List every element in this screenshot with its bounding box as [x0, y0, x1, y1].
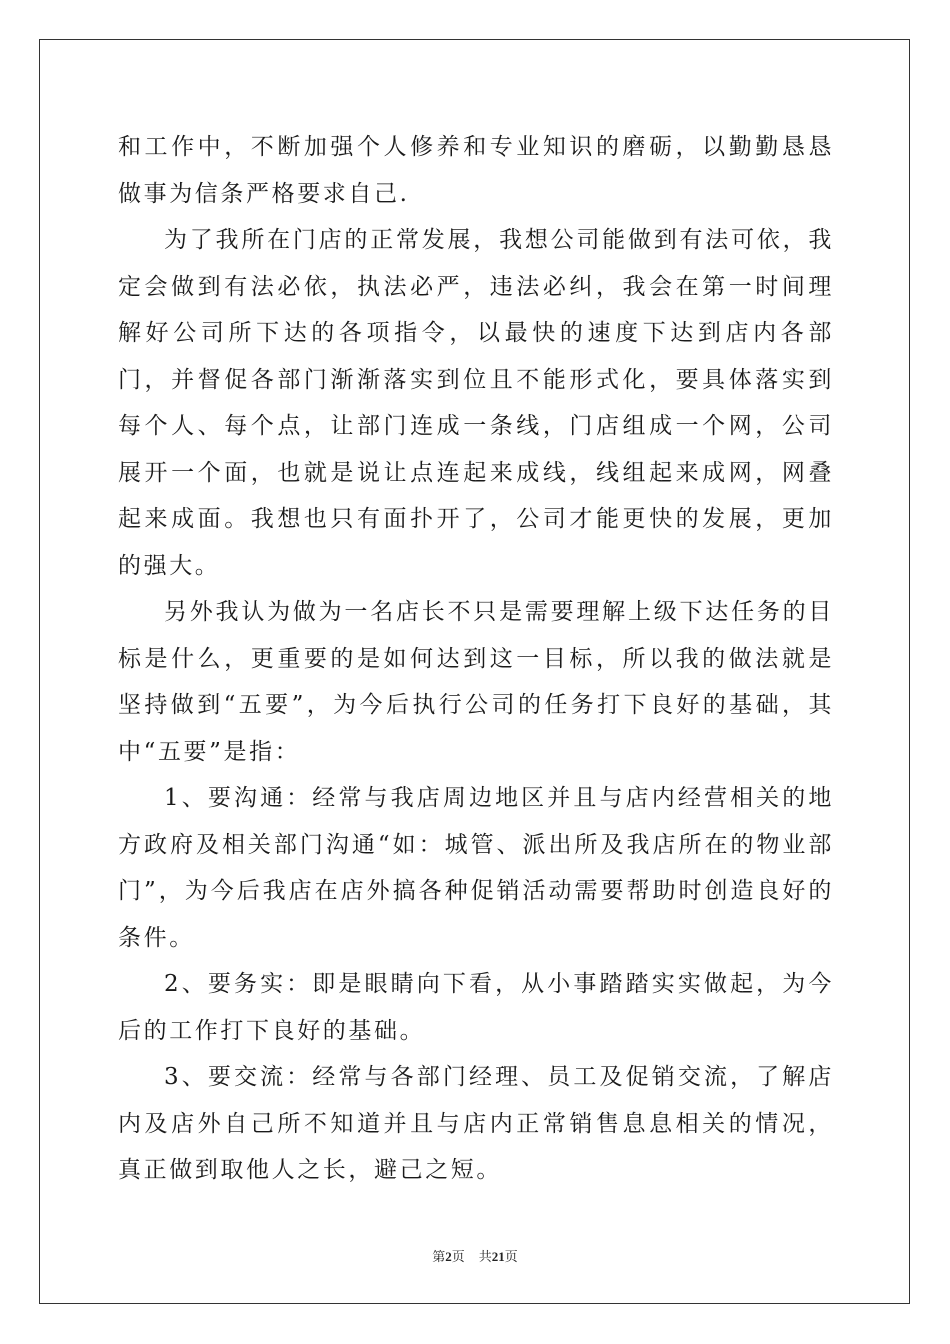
- page-number: 2: [445, 1249, 452, 1264]
- total-prefix: 共: [478, 1249, 492, 1264]
- paragraph-4: 1、要沟通：经常与我店周边地区并且与店内经营相关的地方政府及相关部门沟通“如：城管、派出所及我店所在的物业部门”，为今后我店在店外搞各种促销活动需要帮助时创造良好的条件。: [118, 785, 834, 951]
- page-footer: [0, 1246, 950, 1265]
- paragraph-5: 2、要务实：即是眼睛向下看，从小事踏踏实实做起，为今后的工作打下良好的基础。: [118, 971, 834, 1044]
- paragraph-6: 3、要交流：经常与各部门经理、员工及促销交流，了解店内及店外自己所不知道并且与店内正常销售息息相关的情况，真正做到取他人之长，避己之短。: [118, 1064, 834, 1183]
- page-suffix: 页: [451, 1249, 465, 1264]
- paragraph-2: 为了我所在门店的正常发展，我想公司能做到有法可依，我定会做到有法必依，执法必严，违法必纠，我会在第一时间理解好公司所下达的各项指令，以最快的速度下达到店内各部门，并督促各部门渐渐落实到位且不能形式化，要具体落实到每个人、每个点，让部门连成一条线，门店组成一个网，公司展开一个面，也就是说让点连起来成线，线组起来成网，网叠起来成面。我想也只有面扑开了，公司才能更快的发展，更加的强大。: [118, 227, 834, 579]
- paragraph-3: 另外我认为做为一名店长不只是需要理解上级下达任务的目标是什么，更重要的是如何达到这一目标，所以我的做法就是坚持做到“五要”，为今后执行公司的任务打下良好的基础，其中“五要”是指：: [118, 599, 834, 765]
- total-suffix: 页: [504, 1249, 518, 1264]
- paragraph-1: 和工作中，不断加强个人修养和专业知识的磨砺，以勤勤恳恳做事为信条严格要求自己.: [118, 134, 834, 207]
- page-prefix: 第: [432, 1249, 446, 1264]
- total-pages: 21: [491, 1249, 505, 1264]
- document-body: [118, 124, 834, 1194]
